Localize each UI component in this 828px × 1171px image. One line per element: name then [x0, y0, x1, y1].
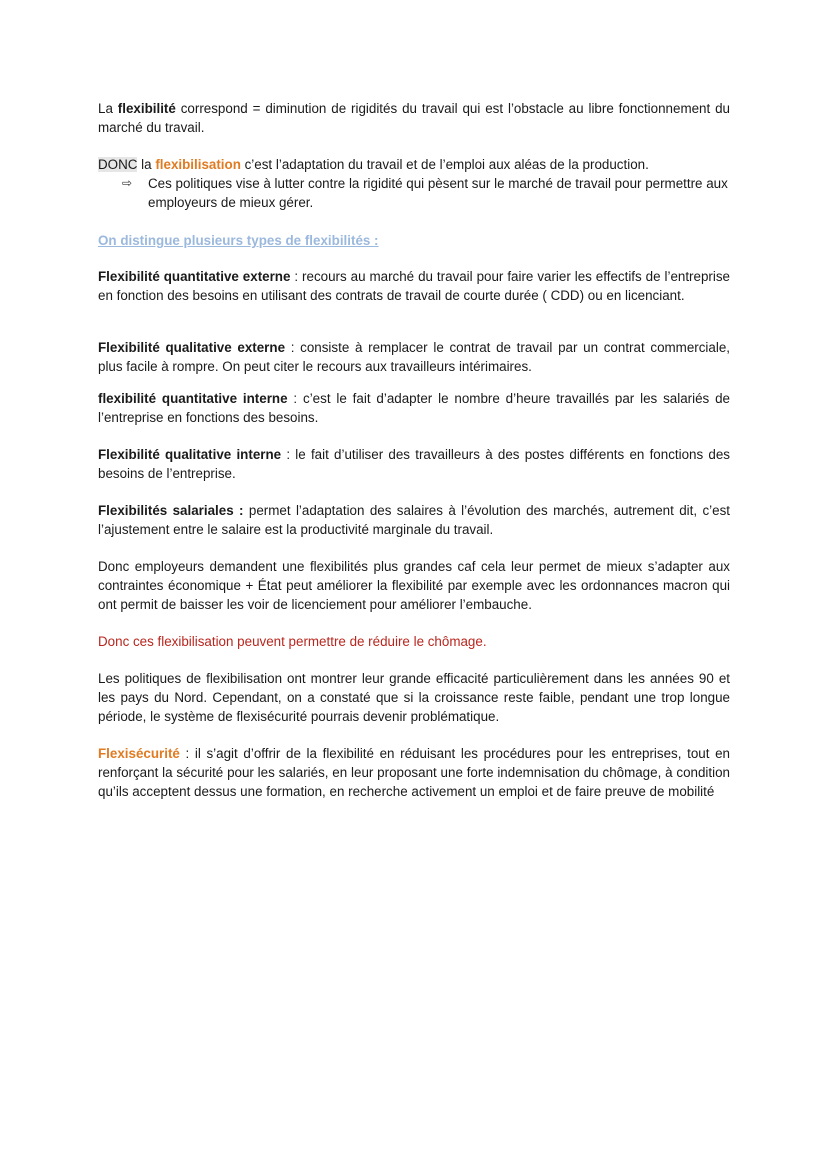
text: La — [98, 101, 118, 116]
paragraph-chomage: Donc ces flexibilisation peuvent permettre de réduire le chômage. — [98, 634, 487, 649]
text: correspond = diminution de rigidités du travail qui est l’obstacle au libre fonctionnement du marché du travail. — [98, 101, 731, 135]
text: : consiste à remplacer le contrat de travail par un contrat commerciale, plus facile à rompre. On peut citer le recours aux travailleurs intérimaires. — [98, 340, 730, 374]
paragraph-type-5 — [98, 501, 730, 539]
paragraph-employeurs: Donc employeurs demandent une flexibilités plus grandes caf cela leur permet de mieux s’adapter aux contraintes économique + État peut améliorer la flexibilité par exemple avec les ordonnances macron qui ont permit de baisser les voir de licenciement pour améliorer l’embauche. — [98, 559, 730, 612]
highlight-donc: DONC — [98, 157, 138, 172]
text: la — [137, 157, 156, 172]
paragraph-flexibilisation — [98, 155, 730, 174]
term-flexisecurite: Flexisécurité — [98, 746, 180, 761]
paragraph-flexisecurite — [98, 744, 730, 801]
paragraph-politiques: Les politiques de flexibilisation ont montrer leur grande efficacité particulièrement dans les années 90 et les pays du Nord. Cependant, on a constaté que si la croissance reste faible, pendant une trop longue période, le système de flexisécurité pourrais devenir problématique. — [98, 671, 730, 724]
term-flexibilite: flexibilité — [117, 101, 176, 116]
term: flexibilité quantitative interne — [98, 391, 288, 406]
paragraph-type-3 — [98, 389, 730, 427]
term: Flexibilité qualitative externe — [98, 340, 286, 355]
text: : c’est le fait d’adapter le nombre d’heure travaillés par les salariés de l’entreprise en fonctions des besoins. — [98, 391, 730, 425]
text: : recours au marché du travail pour faire varier les effectifs de l’entreprise en fonction des besoins en utilisant des contrats de travail de courte durée ( CDD) ou en licenciant. — [98, 269, 730, 303]
paragraph-type-1 — [98, 267, 730, 305]
text: : le fait d’utiliser des travailleurs à des postes différents en fonctions des besoins de l’entreprise. — [98, 447, 730, 481]
paragraph-type-2 — [98, 338, 730, 376]
term-flexibilisation: flexibilisation — [155, 157, 241, 172]
section-title: On distingue plusieurs types de flexibilités : — [98, 233, 379, 248]
bullet-item — [122, 174, 730, 212]
bullet-text: Ces politiques vise à lutter contre la rigidité qui pèsent sur le marché de travail pour permettre aux employeurs de mieux gérer. — [148, 176, 728, 210]
arrow-right-icon: ⇨ — [122, 176, 133, 190]
paragraph-flexibilite-definition — [98, 99, 730, 137]
text: c’est l’adaptation du travail et de l’emploi aux aléas de la production. — [240, 157, 649, 172]
term: Flexibilités salariales : — [98, 503, 244, 518]
term: Flexibilité quantitative externe — [98, 269, 291, 284]
term: Flexibilité qualitative interne — [98, 447, 282, 462]
paragraph-type-4 — [98, 445, 730, 483]
text: : il s’agit d’offrir de la flexibilité en réduisant les procédures pour les entreprises, tout en renforçant la sécurité pour les salariés, en leur proposant une forte indemnisation du chômage, à condition qu’ils acceptent dessus une formation, en recherche activement un emploi et de faire preuve de mobilité — [98, 746, 730, 799]
text: permet l’adaptation des salaires à l’évolution des marchés, autrement dit, c’est l’ajustement entre le salaire est la productivité marginale du travail. — [98, 503, 730, 537]
